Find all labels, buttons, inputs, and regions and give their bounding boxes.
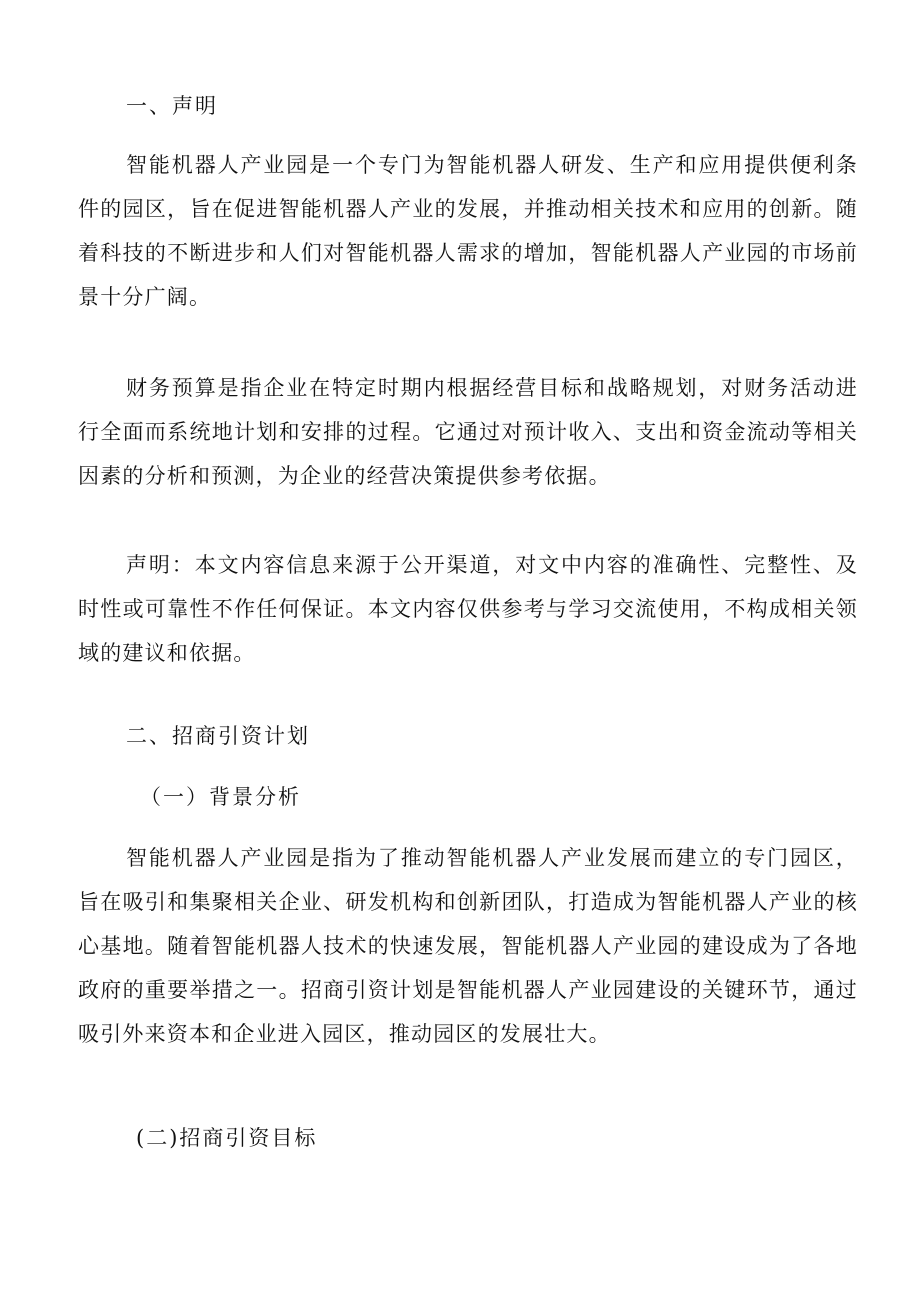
paragraph-background: 智能机器人产业园是指为了推动智能机器人产业发展而建立的专门园区，旨在吸引和集聚相关企业、研发机构和创新团队，打造成为智能机器人产业的核心基地。随着智能机器人技术的快速发展，智能机器人产业园的建设成为了各地政府的重要举措之一。招商引资计划是智能机器人产业园建设的关键环节，通过吸引外来资本和企业进入园区，推动园区的发展壮大。 bbox=[78, 846, 858, 1046]
subsection-heading-background: （一）背景分析 bbox=[140, 785, 301, 809]
subsection-heading-investment-goals: (二)招商引资目标 bbox=[136, 1126, 318, 1150]
paragraph-intro: 智能机器人产业园是一个专门为智能机器人研发、生产和应用提供便利条件的园区，旨在促进智能机器人产业的发展，并推动相关技术和应用的创新。随着科技的不断进步和人们对智能机器人需求的增加，智能机器人产业园的市场前景十分广阔。 bbox=[78, 153, 858, 309]
section-heading-declaration: 一、声明 bbox=[126, 94, 218, 118]
paragraph-financial-budget: 财务预算是指企业在特定时期内根据经营目标和战略规划，对财务活动进行全面而系统地计划和安排的过程。它通过对预计收入、支出和资金流动等相关因素的分析和预测，为企业的经营决策提供参考依据。 bbox=[78, 376, 858, 488]
section-heading-investment-plan: 二、招商引资计划 bbox=[126, 724, 310, 748]
paragraph-disclaimer: 声明：本文内容信息来源于公开渠道，对文中内容的准确性、完整性、及时性或可靠性不作任何保证。本文内容仅供参考与学习交流使用，不构成相关领域的建议和依据。 bbox=[78, 553, 858, 665]
